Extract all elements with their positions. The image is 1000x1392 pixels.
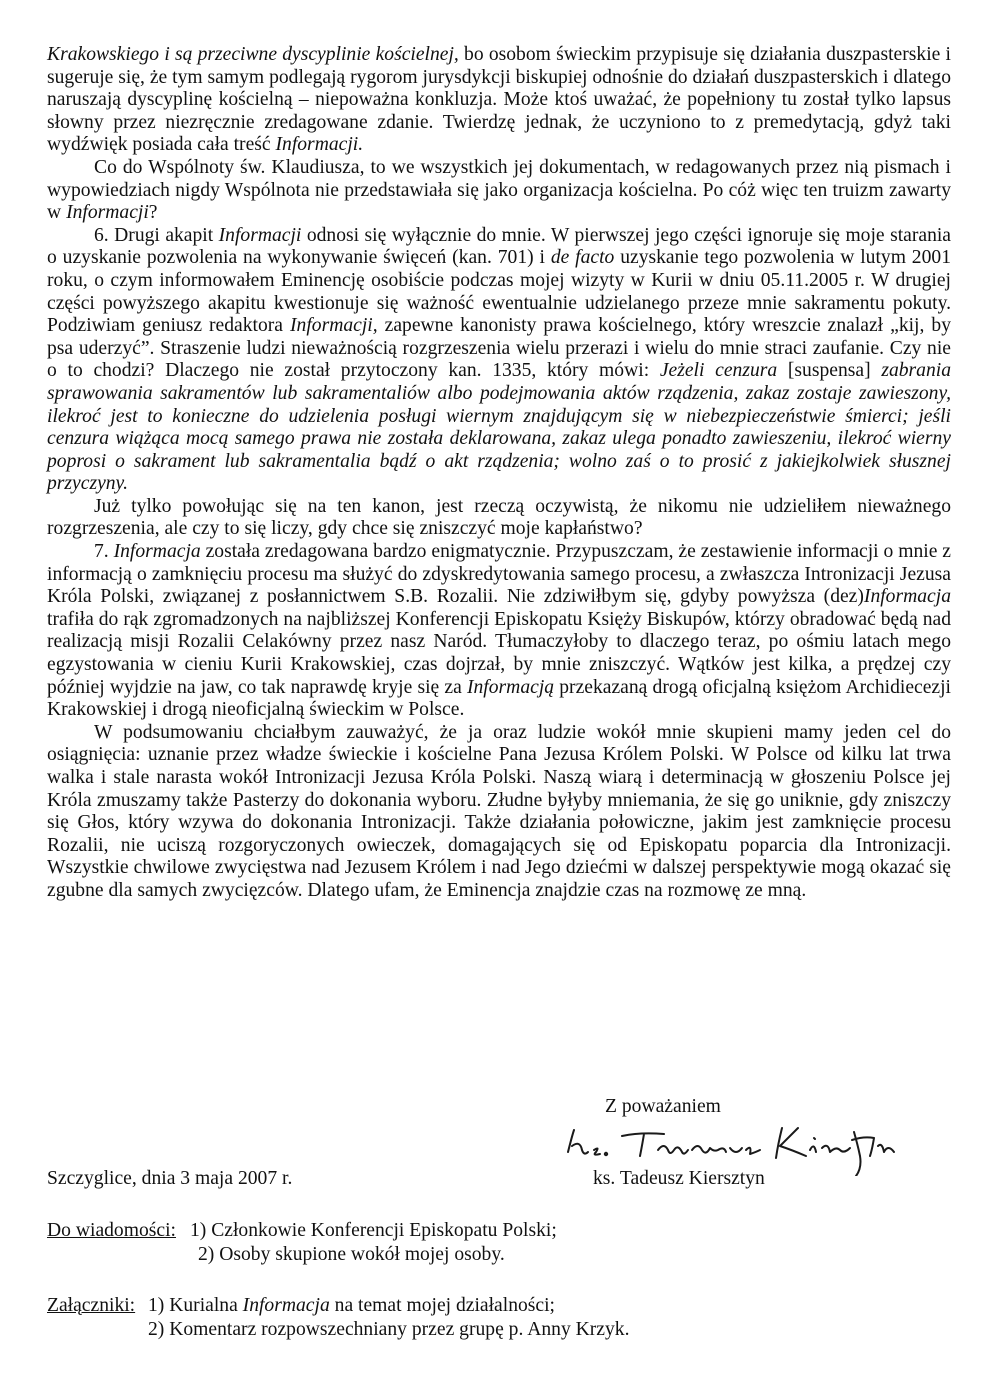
paragraph-5 [47,541,951,722]
paragraph-1 [47,44,951,157]
paragraph-4 [47,496,951,541]
attachment-text-segment: na temat mojej działalności; [329,1295,556,1316]
attachments-label: Załączniki: [47,1295,136,1316]
paragraph-2 [47,157,951,225]
attachment-text-segment: 1) Kurialna [148,1295,243,1316]
paragraph-text-segment: zabrania sprawowania sakramentów lub sakramentaliów albo podejmowania aktów rządzenia, zakaz zostaje zawieszony, ilekroć jest to konieczne do udzielenia posługi wiernym znajdującym się w niebezpieczeństwie śmierci; jeśli cenzura wiążąca mocą samego prawa nie została deklarowana, zakaz ulega ponadto zawieszeniu, ilekroć wierny poprosi o sakrament lub sakramentalia bądź o akt rządzenia; wolno zaś o to prosić z jakiejkolwiek słusznej przyczyny. [47,360,951,495]
paragraph-text-segment: [suspensa] [777,360,882,382]
distribution-item-2: 2) Osoby skupione wokół mojej osoby. [198,1244,505,1265]
paragraph-6 [47,722,951,903]
paragraph-text-segment: ? [148,202,158,224]
paragraph-text-segment: Informacją [466,676,555,698]
attachment-item-2 [148,1319,630,1342]
paragraph-text-segment: Jeżeli cenzura [659,360,778,382]
letter-body [47,44,951,903]
paragraph-text-segment: Informacji [218,224,302,246]
paragraph-text-segment: Informacji [66,202,149,224]
paragraph-text-segment: została zredagowana bardzo enigmatycznie. Przypuszczam, że zestawienie informacji o mnie z informacją o zamknięciu procesu ma służyć do zdyskredytowania samego procesu, a zwłaszcza Intronizacji Jezusa Króla Polski, związanej z posłannictwem S.B. Rozalii. Nie zdziwiłbym się, gdyby powyższa (dez) [47,541,951,608]
paragraph-text-segment: Informacji, [290,315,378,337]
paragraph-text-segment: 7. [94,541,114,563]
paragraph-text-segment: przekazaną drogą oficjalną księżom Archidiecezji Krakowskiej i drogą nieoficjalną świeckim w Polsce. [47,676,951,721]
paragraph-text-segment: Krakowskiego i są przeciwne dyscyplinie kościelnej, [47,44,459,65]
handwritten-signature [560,1106,900,1176]
paragraph-text-segment: Co do Wspólnoty św. Klaudiusza, to we wszystkich jej dokumentach, w redagowanych przez nią pismach i wypowiedziach nigdy Wspólnota nie przedstawiała się jako organizacja kościelna. Po cóż więc ten truizm zawarty w [47,156,951,224]
distribution-label: Do wiadomości: [47,1220,176,1241]
signer-name: ks. Tadeusz Kiersztyn [593,1168,765,1189]
paragraph-text-segment: Informacja [113,541,201,563]
paragraph-text-segment: odnosi się wyłącznie do mnie. W pierwszej jego części ignoruje się moje starania o uzyskanie pozwolenia na wykonywanie święceń (kan. 701) i [47,224,952,269]
paragraph-text-segment: Już tylko powołując się na ten kanon, jest rzeczą oczywistą, że nikomu nie udzieliłem nieważnego rozgrzeszenia, ale czy to się liczy, gdy chce się zniszczyć moje kapłaństwo? [47,495,951,540]
attachment-text-segment: 2) Komentarz rozpowszechniany przez grupę p. Anny Krzyk. [148,1319,630,1340]
attachment-text-segment: Informacja [242,1295,330,1316]
paragraph-text-segment: bo osobom świeckim przypisuje się działania duszpasterskie i sugeruje się, że tym samym podlegają rygorom jurysdykcji biskupiej odnośnie do działań duszpasterskich i dlatego naruszają dyscyplinę kościelną – niepoważna konkluzja. Może ktoś uważać, że popełniony tu został tylko lapsus słowny przez niezręcznie zredagowane zdanie. Twierdzę jednak, że uczyniono to z premedytacją, gdyż taki wydźwięk posiada cała treść [47,44,951,156]
paragraph-text-segment: de facto [550,247,615,269]
distribution-item-1: 1) Członkowie Konferencji Episkopatu Polski; [190,1220,557,1241]
paragraph-text-segment: Informacji. [275,134,364,156]
paragraph-text-segment: W podsumowaniu chciałbym zauważyć, że ja oraz ludzie wokół mnie skupieni mamy jeden cel do osiągnięcia: uznanie przez władze świeckie i kościelne Pana Jezusa Królem Polski. W Polsce od kilku lat trwa walka i stale narasta wokół Intronizacji Jezusa Króla Polski. Naszą wiarą i determinacją w głoszeniu Polsce jej Króla zmuszamy także Pasterzy do dokonania wyboru. Złudne byłyby mniemania, że się go uniknie, gdy zniszczy się Głos, który wzywa do dokonania Intronizacji. Także działania połowiczne, jakim jest zamknięcie procesu Rozalii, nie uciszą rozgoryczonych owieczek, domagających się od Episkopatu poparcia dla Intronizacji. Wszystkie chwilowe zwycięstwa nad Jezusem Królem i nad Jego dziećmi w dalszej perspektywie mogą okazać się zgubne dla samych zwycięzców. Dlatego ufam, że Eminencja znajdzie czas na rozmowę ze mną. [47,721,951,901]
paragraph-text-segment: trafiła do rąk zgromadzonych na najbliższej Konferencji Episkopatu Księży Biskupów, którzy obradować będą nad realizacją misji Rozalii Celakówny przez nasz Naród. Tłumaczyłoby to dlaczego teraz, po ośmiu latach mego egzystowania w cieniu Kurii Krakowskiej, czas dojrzał, by mnie zniszczyć. Wątków jest kilka, a prędzej czy później wyjdzie na jaw, co tak naprawdę kryje się za [47,608,951,698]
paragraph-text-segment: Informacja [863,586,951,608]
paragraph-text-segment: uzyskanie tego pozwolenia w lutym 2001 roku, o czym informowałem Eminencję osobiście podczas mojej wizyty w Kurii w dniu 05.11.2005 r. W drugiej części powyższego akapitu kwestionuje się ważność ewentualnie udzielanego przeze mnie sakramentu pokuty. Podziwiam geniusz redaktora [47,247,951,337]
closing-salutation: Z poważaniem [605,1096,721,1117]
paragraph-text-segment: 6. Drugi akapit [94,224,219,246]
paragraph-3 [47,225,951,496]
attachment-item-1 [148,1295,555,1318]
paragraph-text-segment: zapewne kanonisty prawa kościelnego, który wreszcie znalazł „kij, by psa uderzyć”. Straszenie ludzi nieważnością rozgrzeszenia wielu przerazi i wielu do mnie straci zaufanie. Czy nie o to chodzi? Dlaczego nie został przytoczony kan. 1335, który mówi: [47,315,951,382]
place-and-date: Szczyglice, dnia 3 maja 2007 r. [47,1168,293,1189]
